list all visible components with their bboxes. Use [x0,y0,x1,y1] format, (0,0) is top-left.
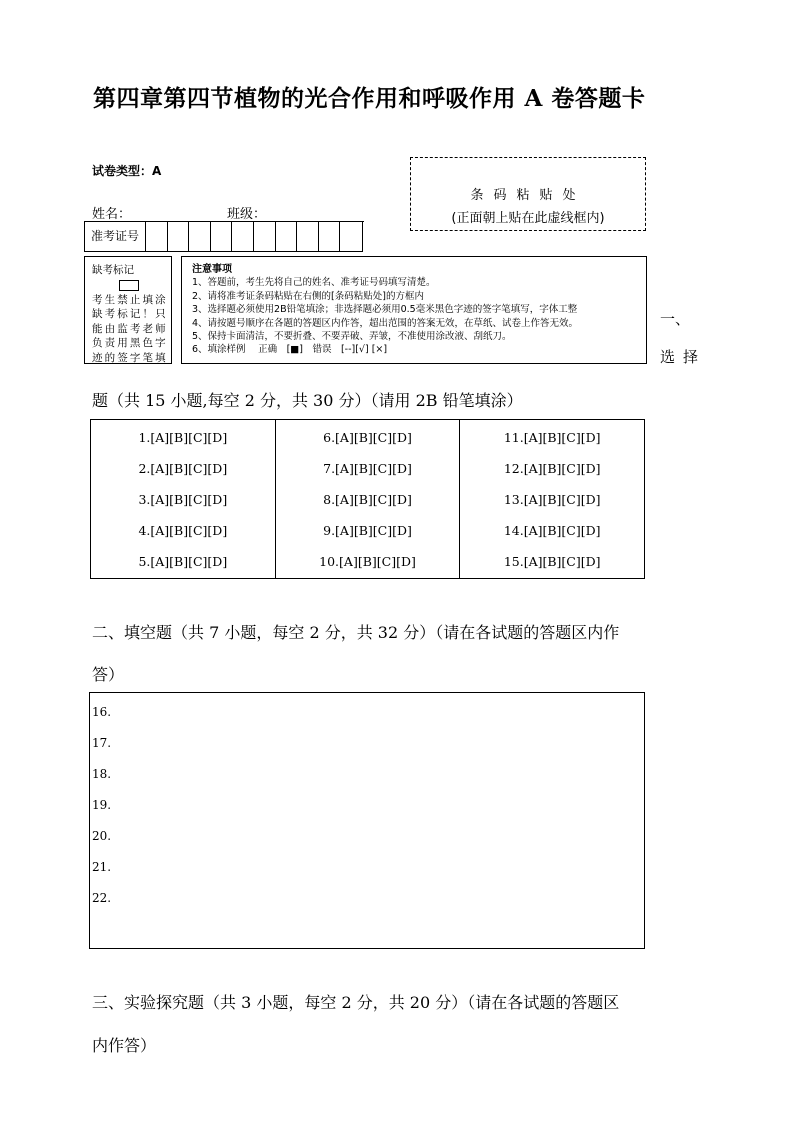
notes-line: 1、答题前，考生先将自己的姓名、准考证号码填写清楚。 [192,277,436,289]
missing-exam-body: 考生禁止填涂缺考标记！只能由监考老师负责用黑色字迹的签字笔填 [92,293,166,364]
mcq-question[interactable]: 10.[A][B][C][D] [319,554,416,569]
class-field[interactable] [266,207,364,222]
barcode-subtitle: (正面朝上贴在此虚线框内) [451,211,605,226]
name-class-row [92,203,364,222]
fill-item: 19. [92,798,112,812]
barcode-area [410,157,646,231]
exam-id-cell[interactable] [276,222,298,251]
notes-line: 2、请将准考证条码粘贴在右侧的[条码粘贴处]的方框内 [192,290,424,302]
section2-heading: 二、填空题（共 7 小题，每空 2 分，共 32 分）（请在各试题的答题区内作 [92,623,620,642]
section1-heading-part2: 选择 [660,348,707,366]
mcq-question[interactable]: 2.[A][B][C][D] [138,461,228,476]
exam-id-cell[interactable] [297,222,319,251]
mcq-question[interactable]: 8.[A][B][C][D] [323,492,412,507]
exam-id-cell[interactable] [319,222,341,251]
exam-id-cell[interactable] [232,222,254,251]
exam-id-cell[interactable] [211,222,233,251]
name-label: 姓名： [92,207,132,222]
exam-id-cell[interactable] [168,222,190,251]
mcq-question[interactable]: 7.[A][B][C][D] [323,461,412,476]
fill-item: 18. [92,767,112,781]
mcq-question[interactable]: 9.[A][B][C][D] [323,523,412,538]
fill-item: 20. [92,829,112,843]
name-field[interactable] [131,207,227,222]
exam-id-label: 准考证号 [85,222,146,251]
fill-in-answer-area[interactable] [89,692,645,949]
fill-item: 16. [92,705,112,719]
fill-item: 17. [92,736,112,750]
mcq-question[interactable]: 12.[A][B][C][D] [503,461,601,476]
section2-heading-cont: 答） [92,665,125,684]
paper-type: 试卷类型：A [92,164,162,178]
mcq-question[interactable]: 11.[A][B][C][D] [503,430,601,445]
mcq-question[interactable]: 5.[A][B][C][D] [138,554,228,569]
mcq-question[interactable]: 1.[A][B][C][D] [138,430,228,445]
mcq-column [91,420,276,578]
notes-line: 6、填涂样例 正确 [■] 错误 [--][√] [×] [192,344,388,356]
section1-heading-part1: 一、 [660,310,691,328]
mcq-question[interactable]: 14.[A][B][C][D] [503,523,601,538]
page-title: 第四章第四节植物的光合作用和呼吸作用 A 卷答题卡 [93,85,646,112]
fill-item: 21. [92,860,112,874]
mcq-question[interactable]: 3.[A][B][C][D] [138,492,228,507]
notes-box [181,256,647,364]
exam-id-cell[interactable] [340,222,362,251]
exam-id-box [84,221,363,252]
mcq-question[interactable]: 6.[A][B][C][D] [323,430,412,445]
mcq-column [460,420,644,578]
missing-exam-mark[interactable] [119,280,139,291]
notes-title: 注意事项 [192,264,232,275]
notes-line: 5、保持卡面清洁，不要折叠、不要弄破、弄皱，不准使用涂改液、刮纸刀。 [192,331,512,343]
mcq-grid [90,419,645,579]
mcq-question[interactable]: 15.[A][B][C][D] [503,554,601,569]
missing-exam-box [84,256,172,364]
notes-line: 3、选择题必须使用2B铅笔填涂；非选择题必须用0.5毫米黑色字迹的签字笔填写，字体工整 [192,304,578,316]
fill-item: 22. [92,891,112,905]
exam-id-cell[interactable] [254,222,276,251]
section1-heading-part3: 题（共 15 小题,每空 2 分，共 30 分）（请用 2B 铅笔填涂） [92,391,523,410]
exam-id-cell[interactable] [146,222,168,251]
mcq-question[interactable]: 13.[A][B][C][D] [503,492,601,507]
missing-exam-title: 缺考标记 [92,264,134,276]
barcode-title: 条码粘贴处 [470,188,586,203]
notes-line: 4、请按题号顺序在各题的答题区内作答，超出范围的答案无效，在草纸、试卷上作答无效。 [192,317,579,329]
class-label: 班级： [227,207,267,222]
mcq-question[interactable]: 4.[A][B][C][D] [138,523,228,538]
mcq-column [276,420,461,578]
section3-heading: 三、实验探究题（共 3 小题，每空 2 分，共 20 分）（请在各试题的答题区 [92,993,620,1012]
exam-id-cell[interactable] [189,222,211,251]
section3-heading-cont: 内作答） [92,1036,157,1055]
